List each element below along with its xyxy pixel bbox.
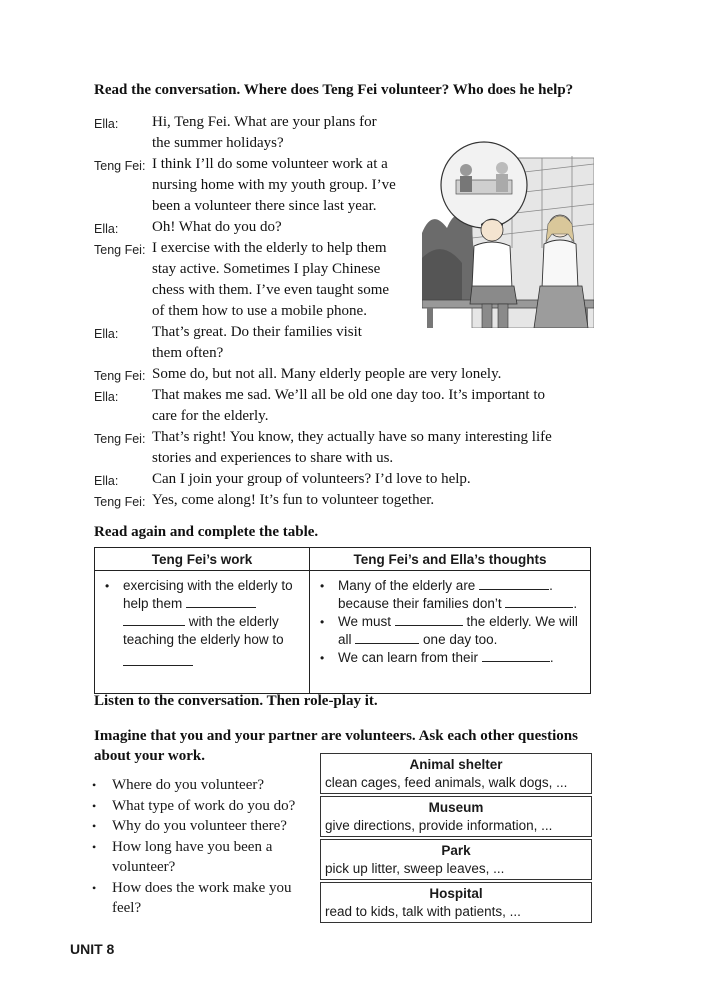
dialogue-line: them often? [152, 345, 224, 361]
dialogue-line: been a volunteer there since last year. [152, 198, 377, 214]
dialogue-line: Yes, come along! It’s fun to volunteer together. [152, 492, 435, 508]
question-list [90, 775, 295, 919]
dialogue-line: Some do, but not all. Many elderly people are very lonely. [152, 366, 502, 382]
dialogue-line: of them how to use a mobile phone. [152, 303, 367, 319]
table-text: teaching the elderly how to [123, 632, 284, 647]
table-text: one day too. [423, 632, 498, 647]
list-item [90, 816, 295, 837]
unit-label: UNIT 8 [70, 941, 115, 957]
section-heading-imagine-cont: about your work. [94, 748, 205, 764]
table-text: We must [338, 614, 392, 629]
speaker-label: Teng Fei: [94, 432, 146, 446]
topic-desc: read to kids, talk with patients, ... [325, 904, 521, 919]
question-text: volunteer? [112, 859, 176, 875]
speaker-label: Teng Fei: [94, 369, 146, 383]
table-text: help them [123, 596, 183, 611]
dialogue-line: nursing home with my youth group. I’ve [152, 177, 396, 193]
list-item [90, 796, 295, 817]
list-item [90, 878, 295, 919]
bullet: • [320, 615, 325, 629]
topic-desc: clean cages, feed animals, walk dogs, ... [325, 775, 568, 790]
topic-title: Animal shelter [409, 757, 503, 772]
bullet: • [320, 651, 325, 665]
topic-desc: give directions, provide information, ... [325, 818, 553, 833]
section-heading-read: Read the conversation. Where does Teng Fei volunteer? Who does he help? [94, 82, 574, 98]
list-item [90, 775, 295, 796]
dialogue-line: Oh! What do you do? [152, 219, 282, 235]
bullet: • [92, 839, 97, 854]
speaker-label: Teng Fei: [94, 495, 146, 509]
answer-blank[interactable] [355, 631, 419, 644]
dialogue-line: stories and experiences to share with us. [152, 450, 394, 466]
answer-blank[interactable] [186, 595, 256, 608]
bullet: • [92, 778, 97, 792]
answer-blank[interactable] [395, 613, 463, 626]
table-text: because their families don’t [338, 596, 502, 611]
table-text: exercising with the elderly to [123, 578, 293, 593]
table-text: the elderly. We will [466, 614, 578, 629]
table-header: Teng Fei’s and Ella’s thoughts [310, 548, 591, 571]
answer-blank[interactable] [123, 653, 193, 666]
section-heading-imagine: Imagine that you and your partner are volunteers. Ask each other questions [94, 728, 578, 744]
bullet: • [320, 579, 325, 593]
table-header: Teng Fei’s work [95, 548, 310, 571]
speaker-label: Ella: [94, 222, 119, 236]
dialogue-line: Can I join your group of volunteers? I’d love to help. [152, 471, 471, 487]
answer-blank[interactable] [482, 649, 550, 662]
dialogue-line: That’s right! You know, they actually have so many interesting life [152, 429, 552, 445]
answer-blank[interactable] [123, 613, 185, 626]
volunteer-places-box [320, 753, 592, 925]
table-text: We can learn from their [338, 650, 479, 665]
topic-card [320, 753, 592, 794]
section-heading-listen: Listen to the conversation. Then role-play it. [94, 693, 378, 709]
topic-desc: pick up litter, sweep leaves, ... [325, 861, 505, 876]
topic-title: Park [441, 843, 471, 858]
bullet: • [105, 579, 110, 593]
question-text: How does the work make you [112, 879, 292, 896]
table-text: Many of the elderly are [338, 578, 476, 593]
topic-title: Museum [428, 800, 484, 815]
question-text: feel? [112, 900, 142, 916]
question-text: How long have you been a [112, 838, 273, 855]
dialogue-line: I think I’ll do some volunteer work at a [152, 156, 388, 172]
dialogue-line: That’s great. Do their families visit [152, 324, 362, 340]
bullet: • [92, 880, 97, 895]
topic-card [320, 839, 592, 880]
bullet: • [92, 798, 97, 813]
topic-card [320, 882, 592, 923]
question-text: What type of work do you do? [112, 797, 296, 814]
question-text: Why do you volunteer there? [112, 818, 287, 834]
answer-blank[interactable] [479, 577, 549, 590]
topic-card [320, 796, 592, 837]
speaker-label: Ella: [94, 474, 119, 488]
table-cell-work [95, 571, 310, 694]
dialogue-line: the summer holidays? [152, 135, 284, 151]
table-text: all [338, 632, 352, 647]
speaker-label: Teng Fei: [94, 243, 146, 257]
question-text: Where do you volunteer? [112, 777, 265, 793]
list-item [90, 837, 295, 878]
table-text: with the elderly [188, 614, 279, 629]
dialogue-line: stay active. Sometimes I play Chinese [152, 261, 381, 277]
speaker-label: Ella: [94, 327, 119, 341]
topic-title: Hospital [429, 886, 483, 901]
dialogue-line: I exercise with the elderly to help them [152, 240, 387, 256]
dialogue-line: That makes me sad. We’ll all be old one day too. It’s important to [152, 387, 546, 403]
speaker-label: Ella: [94, 117, 119, 131]
work-table [94, 547, 591, 694]
dialogue-line: care for the elderly. [152, 408, 269, 424]
dialogue-line: chess with them. I’ve even taught some [152, 282, 390, 298]
speaker-label: Teng Fei: [94, 159, 146, 173]
bullet: • [92, 819, 97, 833]
section-heading-complete: Read again and complete the table. [94, 524, 319, 540]
speaker-label: Ella: [94, 390, 119, 404]
dialogue-line: Hi, Teng Fei. What are your plans for [152, 114, 377, 130]
table-cell-thoughts: • Many of the elderly are . because their families don’t . • We must the elderly. We will all one day too. • We can learn from their . [310, 571, 591, 694]
answer-blank[interactable] [505, 595, 573, 608]
volunteers-illustration [422, 138, 594, 328]
